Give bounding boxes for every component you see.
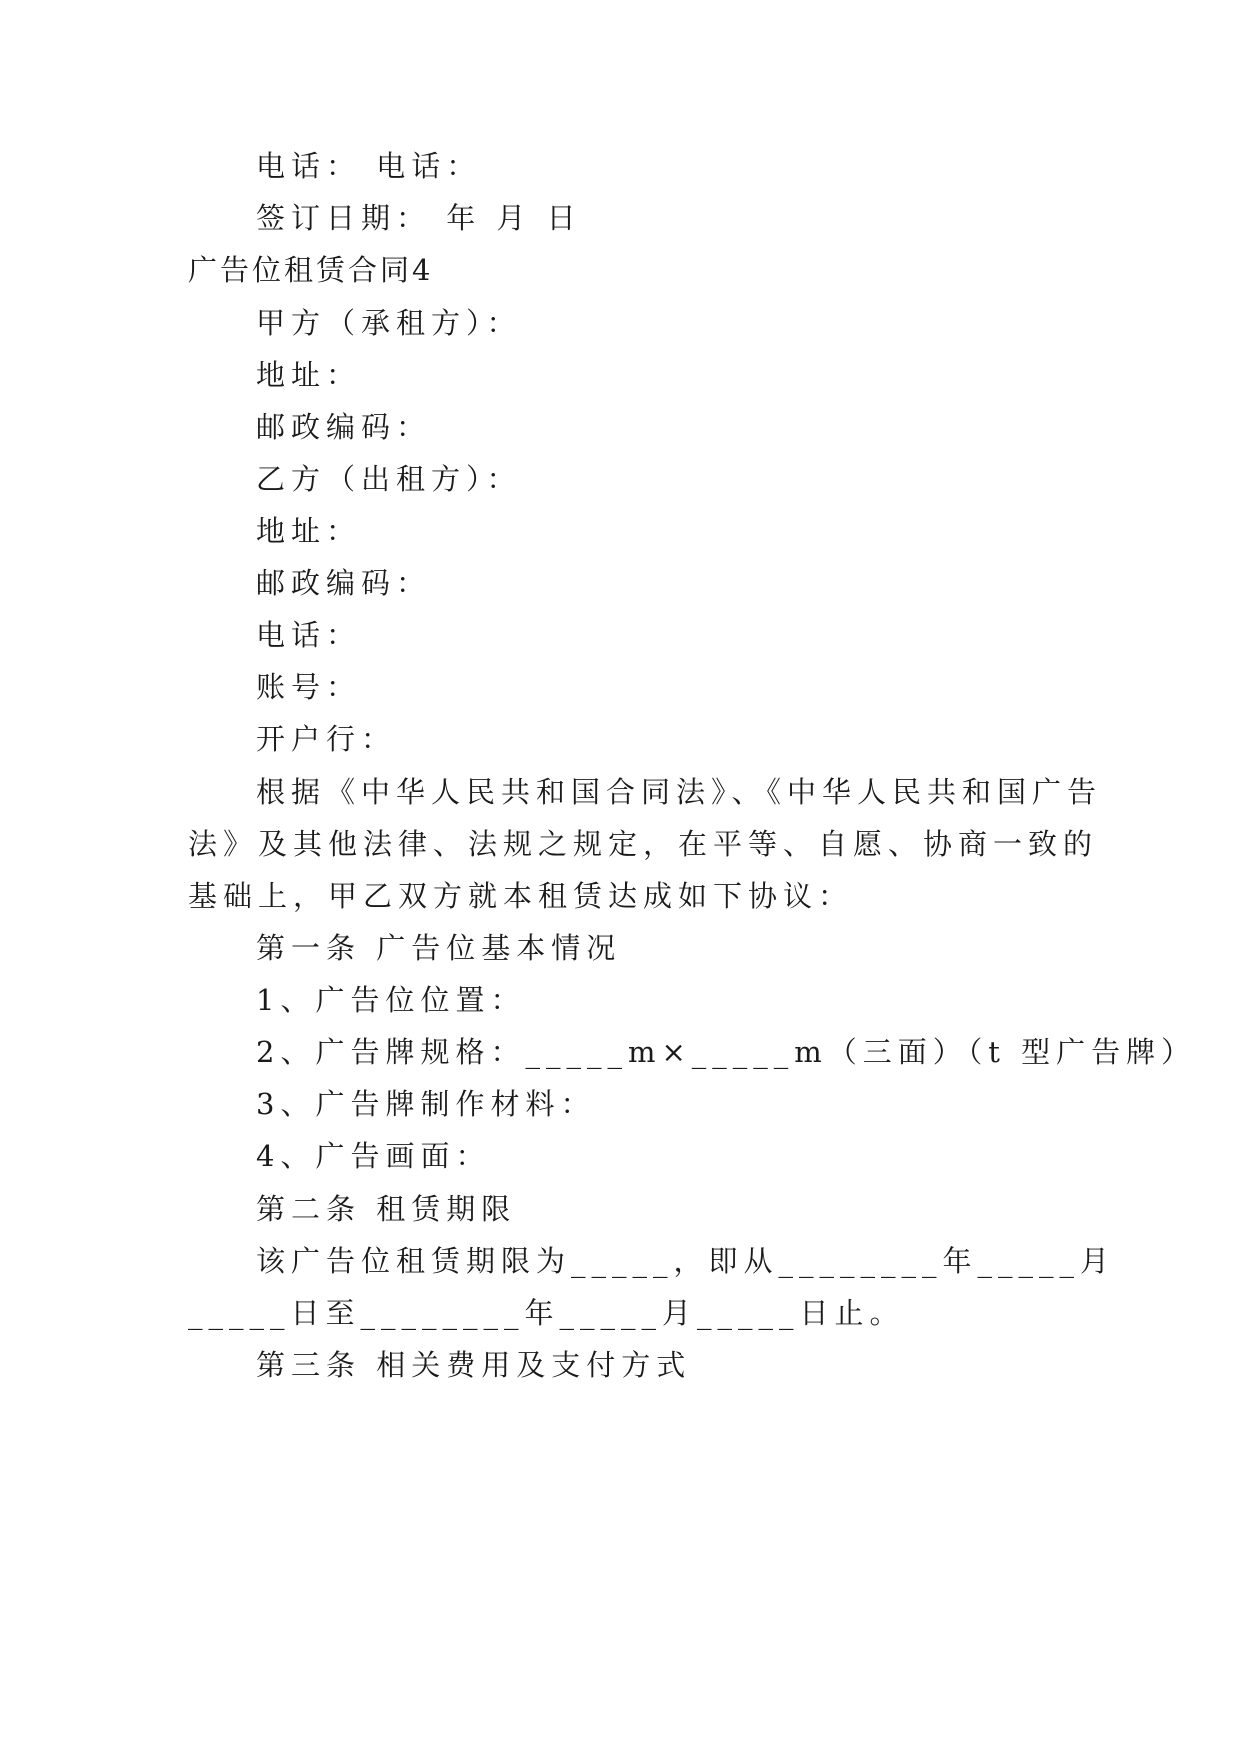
party-b-postcode: 邮政编码： bbox=[256, 566, 432, 600]
party-a-label: 甲方（承租方）： bbox=[256, 306, 522, 340]
preamble-line-2: 法》及其他法律、法规之规定，在平等、自愿、协商一致的 bbox=[188, 827, 1099, 861]
lease-term-line-1: 该广告位租赁期限为_____，即从________年_____月 bbox=[256, 1244, 1116, 1278]
party-b-account: 账号： bbox=[256, 670, 362, 704]
party-b-label: 乙方（出租方）： bbox=[256, 462, 522, 496]
phone-line-top: 电话： 电话： bbox=[256, 149, 482, 183]
article-3-heading: 第三条 相关费用及支付方式 bbox=[256, 1348, 692, 1382]
party-a-postcode: 邮政编码： bbox=[256, 410, 432, 444]
party-b-address: 地址： bbox=[256, 514, 362, 548]
article-1-item-3: 3、广告牌制作材料： bbox=[256, 1087, 596, 1121]
party-a-address: 地址： bbox=[256, 358, 362, 392]
article-1-heading: 第一条 广告位基本情况 bbox=[256, 931, 622, 965]
signing-date-line: 签订日期： 年 月 日 bbox=[256, 201, 582, 235]
contract-title: 广告位租赁合同4 bbox=[188, 253, 434, 287]
article-1-item-1: 1、广告位位置： bbox=[256, 983, 526, 1017]
article-1-item-4: 4、广告画面： bbox=[256, 1139, 491, 1173]
lease-term-line-2: _____日至________年_____月_____日止。 bbox=[188, 1296, 905, 1330]
preamble-line-3: 基础上，甲乙双方就本租赁达成如下协议： bbox=[188, 879, 854, 913]
article-1-item-2: 2、广告牌规格：_____m×_____m（三面）（t 型广告牌） bbox=[256, 1035, 1197, 1069]
party-b-bank: 开户行： bbox=[256, 722, 397, 756]
party-b-phone: 电话： bbox=[256, 618, 362, 652]
article-2-heading: 第二条 租赁期限 bbox=[256, 1192, 517, 1226]
preamble-line-1: 根据《中华人民共和国合同法》、《中华人民共和国广告 bbox=[256, 775, 1103, 809]
